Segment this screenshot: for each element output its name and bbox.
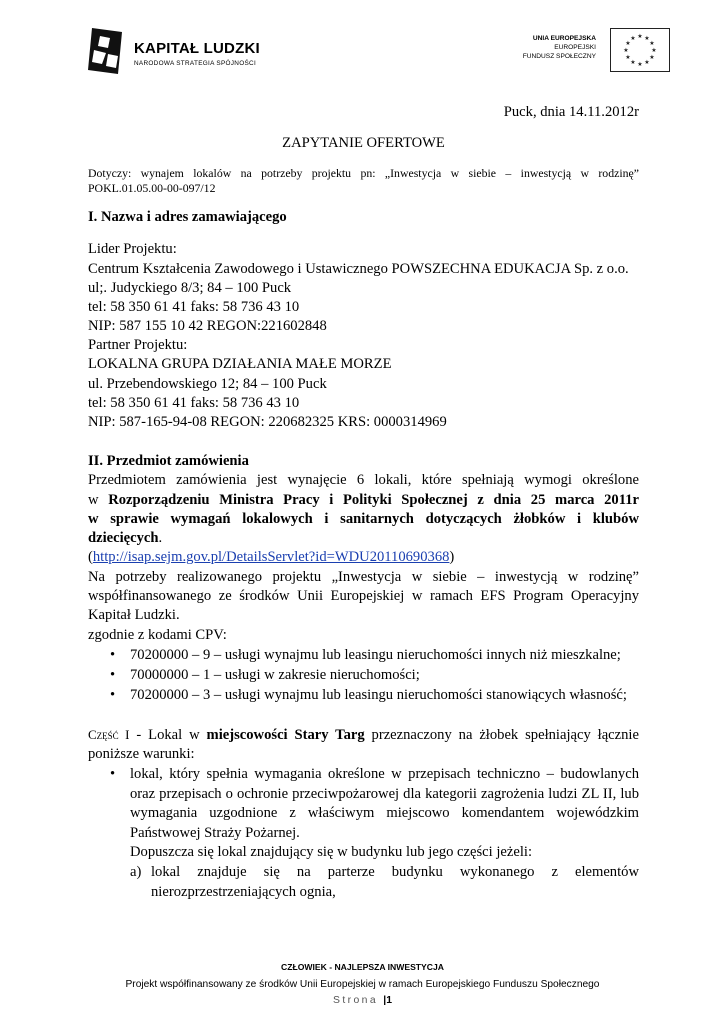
eu-line1: UNIA EUROPEJSKA <box>532 35 596 42</box>
regulation-link-line <box>88 548 639 567</box>
section1-line: NIP: 587 155 10 42 REGON:221602848 <box>88 318 327 334</box>
regulation-name-1: Rozporządzeniu Ministra Pracy i Polityki Społecznej z dnia 25 marca 2011r <box>108 492 639 508</box>
part1-allow: Dopuszcza się lokal znajdujący się w budynku lub jego części jeżeli: <box>130 844 532 860</box>
svg-text:★: ★ <box>637 61 643 68</box>
eu-logo-text <box>523 34 596 61</box>
footer-slogan: CZŁOWIEK - NAJLEPSZA INWESTYCJA <box>281 962 444 972</box>
part1-bullet-line: lokal, który spełnia wymagania określone w przepisach techniczno – budowlanych <box>130 766 639 782</box>
part1-line1-b: przeznaczony na żłobek spełniający łącznie <box>364 727 639 743</box>
section2-p1-line4 <box>88 529 639 548</box>
cpv-list-item <box>110 666 420 685</box>
cpv-item-text: 70200000 – 3 – usługi wynajmu lub leasingu nieruchomości stanowiących własność; <box>130 687 627 703</box>
svg-text:★: ★ <box>630 59 636 66</box>
link-close-paren: ) <box>449 549 455 565</box>
svg-text:★: ★ <box>637 33 643 40</box>
eu-flag-icon <box>610 28 670 72</box>
section2-p2-line2: współfinansowanego ze środków Unii Europejskiej w ramach EFS Program Operacyjny <box>88 588 639 604</box>
part1-a-line1: lokal znajduje się na parterze budynku wykonanego z elementów <box>151 864 639 880</box>
footer-cofinancing: Projekt współfinansowany ze środków Unii Europejskiej w ramach Europejskiego Funduszu Społecznego <box>125 979 600 990</box>
svg-text:★: ★ <box>649 54 655 61</box>
cpv-intro: zgodnie z kodami CPV: <box>88 627 227 643</box>
svg-text:★: ★ <box>623 47 629 54</box>
part1-location: miejscowości Stary Targ <box>206 727 365 743</box>
svg-text:★: ★ <box>644 59 650 66</box>
svg-text:★: ★ <box>649 40 655 47</box>
eu-line2: EUROPEJSKI <box>554 44 596 51</box>
section2-heading: II. Przedmiot zamówienia <box>88 453 249 469</box>
section1-heading: I. Nazwa i adres zamawiającego <box>88 209 287 225</box>
part1-bullet-line: Państwowej Straży Pożarnej. <box>130 825 300 841</box>
kapital-ludzki-title: KAPITAŁ LUDZKI <box>134 40 260 57</box>
section2-p2-line3: Kapitał Ludzki. <box>88 607 180 623</box>
svg-text:★: ★ <box>630 35 636 42</box>
subject-line-2: POKL.01.05.00-00-097/12 <box>88 181 216 195</box>
section2-p1-w: w <box>88 492 109 508</box>
cpv-list-item <box>110 646 621 665</box>
part1-a-label: a) <box>130 864 142 880</box>
part1-bullet <box>110 765 130 784</box>
svg-text:★: ★ <box>651 47 657 54</box>
svg-text:★: ★ <box>625 40 631 47</box>
regulation-name-3: dziecięcych <box>88 530 159 546</box>
bullet-icon: • <box>110 766 116 782</box>
link-open-paren: ( <box>88 549 93 565</box>
part1-label: Część I <box>88 727 130 742</box>
footer-page <box>0 995 725 1006</box>
part1-line1 <box>88 725 639 745</box>
part1-bullet-line: oraz przepisach o ochronie przeciwpożarowej dla kategorii zagrożenia ludzi ZL II, lub <box>130 786 639 802</box>
regulation-link[interactable]: http://isap.sejm.gov.pl/DetailsServlet?id=WDU20110690368 <box>92 549 450 565</box>
part1-line2: poniższe warunki: <box>88 746 195 762</box>
cpv-item-text: 70000000 – 1 – usługi w zakresie nieruchomości; <box>130 667 420 683</box>
page-separator: | <box>383 995 387 1006</box>
cpv-list-item <box>110 686 627 705</box>
section2-p1-line1: Przedmiotem zamówienia jest wynajęcie 6 lokali, które spełniają wymogi określone <box>88 472 639 488</box>
section2-p1-end: . <box>158 530 163 546</box>
bullet-icon: • <box>110 647 116 663</box>
regulation-name-2: w sprawie wymagań lokalowych i sanitarnych dotyczących żłobków i klubów <box>88 511 639 527</box>
bullet-icon: • <box>110 667 116 683</box>
document-title: ZAPYTANIE OFERTOWE <box>282 135 445 151</box>
section1-line: ul. Przebendowskiego 12; 84 – 100 Puck <box>88 376 327 392</box>
section2-p2-line1: Na potrzeby realizowanego projektu „Inwestycja w siebie – inwestycją w rodzinę” <box>88 569 639 585</box>
section1-line: LOKALNA GRUPA DZIAŁANIA MAŁE MORZE <box>88 356 392 372</box>
bullet-icon: • <box>110 687 116 703</box>
part1-a-line2: nierozprzestrzeniających ognia, <box>151 884 336 900</box>
part1-line1-a: - Lokal w <box>129 727 207 743</box>
svg-text:★: ★ <box>625 54 631 61</box>
section1-line: Centrum Kształcenia Zawodowego i Ustawicznego POWSZECHNA EDUKACJA Sp. z o.o. <box>88 261 629 277</box>
kapital-ludzki-subtitle: NARODOWA STRATEGIA SPÓJNOŚCI <box>134 60 257 67</box>
page-number: 1 <box>386 995 392 1006</box>
section1-line: tel: 58 350 61 41 faks: 58 736 43 10 <box>88 395 300 411</box>
document-date: Puck, dnia 14.11.2012r <box>503 104 639 120</box>
cpv-item-text: 70200000 – 9 – usługi wynajmu lub leasingu nieruchomości innych niż mieszkalne; <box>130 647 621 663</box>
section1-line: Partner Projektu: <box>88 337 188 353</box>
section1-line: tel: 58 350 61 41 faks: 58 736 43 10 <box>88 299 300 315</box>
svg-text:★: ★ <box>644 35 650 42</box>
part1-bullet-line: wymagania uzgodnione z właściwym miejscowo komendantem wojewódzkim <box>130 805 639 821</box>
eu-line3: FUNDUSZ SPOŁECZNY <box>522 53 596 60</box>
kapital-ludzki-flag-icon <box>88 26 126 78</box>
kapital-ludzki-logo <box>88 26 258 84</box>
eu-logo <box>500 28 670 76</box>
section1-line: NIP: 587-165-94-08 REGON: 220682325 KRS: 0000314969 <box>88 414 447 430</box>
section2-p1-line2 <box>88 491 639 510</box>
section1-line: Lider Projektu: <box>88 241 177 257</box>
page-label: Strona <box>332 995 378 1006</box>
subject-line-1: Dotyczy: wynajem lokalów na potrzeby projektu pn: „Inwestycja w siebie – inwestycją w rodzinę” <box>88 166 639 180</box>
section1-line: ul;. Judyckiego 8/3; 84 – 100 Puck <box>88 280 292 296</box>
